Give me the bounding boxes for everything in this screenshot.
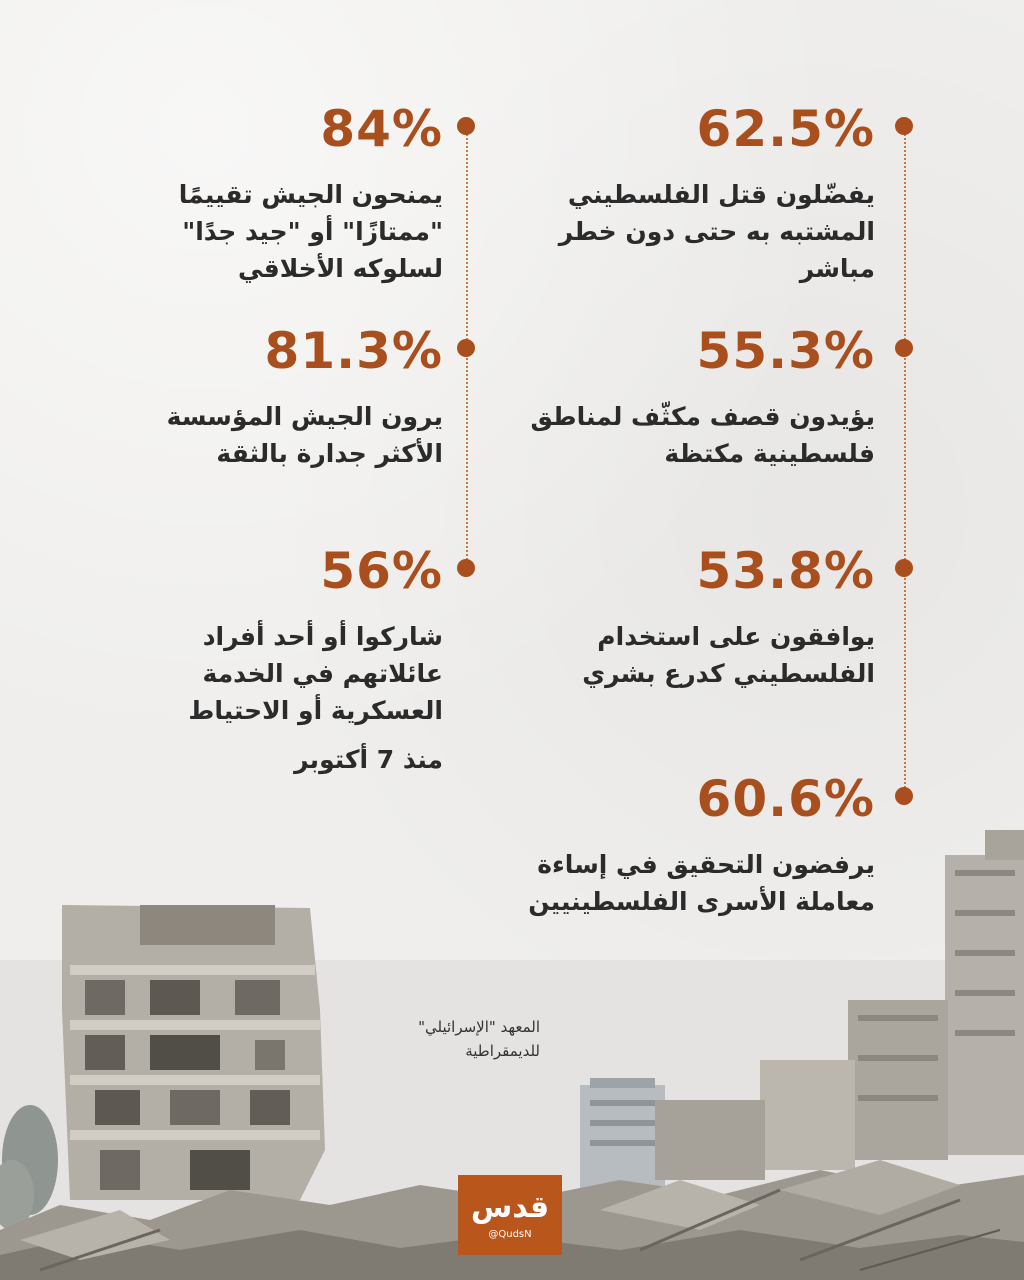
stat-percent: 84% xyxy=(320,100,443,158)
stat-description: يرون الجيش المؤسسة الأكثر جدارة بالثقة xyxy=(166,402,443,468)
stat-percent: 81.3% xyxy=(264,322,443,380)
stat-description: يفضّلون قتل الفلسطيني المشتبه به حتى دون خطر مباشر xyxy=(558,180,875,283)
right-timeline-dot xyxy=(895,787,913,805)
stat-percent: 60.6% xyxy=(696,770,875,828)
stat-right-1 xyxy=(520,100,875,287)
right-timeline-dot xyxy=(895,339,913,357)
left-timeline-dot xyxy=(457,339,475,357)
source-attribution xyxy=(355,1015,540,1063)
stat-description: يمنحون الجيش تقييمًا "ممتازًا" أو "جيد جدًا" لسلوكه الأخلاقي xyxy=(178,180,443,283)
stat-left-3 xyxy=(110,542,443,778)
stat-percent: 55.3% xyxy=(696,322,875,380)
right-timeline-dot xyxy=(895,559,913,577)
left-timeline-dot xyxy=(457,117,475,135)
stat-right-2 xyxy=(520,322,875,472)
distant-tower xyxy=(580,1078,665,1195)
logo-handle: @QudsN xyxy=(488,1228,532,1240)
source-line-1: المعهد "الإسرائيلي" xyxy=(418,1018,540,1036)
left-timeline-dot xyxy=(457,559,475,577)
stat-description: يرفضون التحقيق في إساءة معاملة الأسرى الفلسطينيين xyxy=(528,850,875,916)
source-line-2: للديمقراطية xyxy=(465,1042,540,1060)
stat-left-1 xyxy=(110,100,443,287)
stat-right-3 xyxy=(520,542,875,692)
stat-note: منذ 7 أكتوبر xyxy=(294,745,443,774)
stat-percent: 56% xyxy=(320,542,443,600)
logo-wordmark: قدس xyxy=(470,1189,550,1225)
stat-left-2 xyxy=(110,322,443,472)
stat-description: يوافقون على استخدام الفلسطيني كدرع بشري xyxy=(582,622,875,688)
stat-percent: 62.5% xyxy=(696,100,875,158)
damaged-building-left xyxy=(62,905,325,1200)
right-timeline-line xyxy=(904,126,906,796)
quds-news-logo xyxy=(458,1175,562,1255)
stat-description: شاركوا أو أحد أفراد عائلاتهم في الخدمة العسكرية أو الاحتياط xyxy=(188,622,443,725)
stat-percent: 53.8% xyxy=(696,542,875,600)
stat-description: يؤيدون قصف مكثّف لمناطق فلسطينية مكتظة xyxy=(530,402,875,468)
right-timeline-dot xyxy=(895,117,913,135)
